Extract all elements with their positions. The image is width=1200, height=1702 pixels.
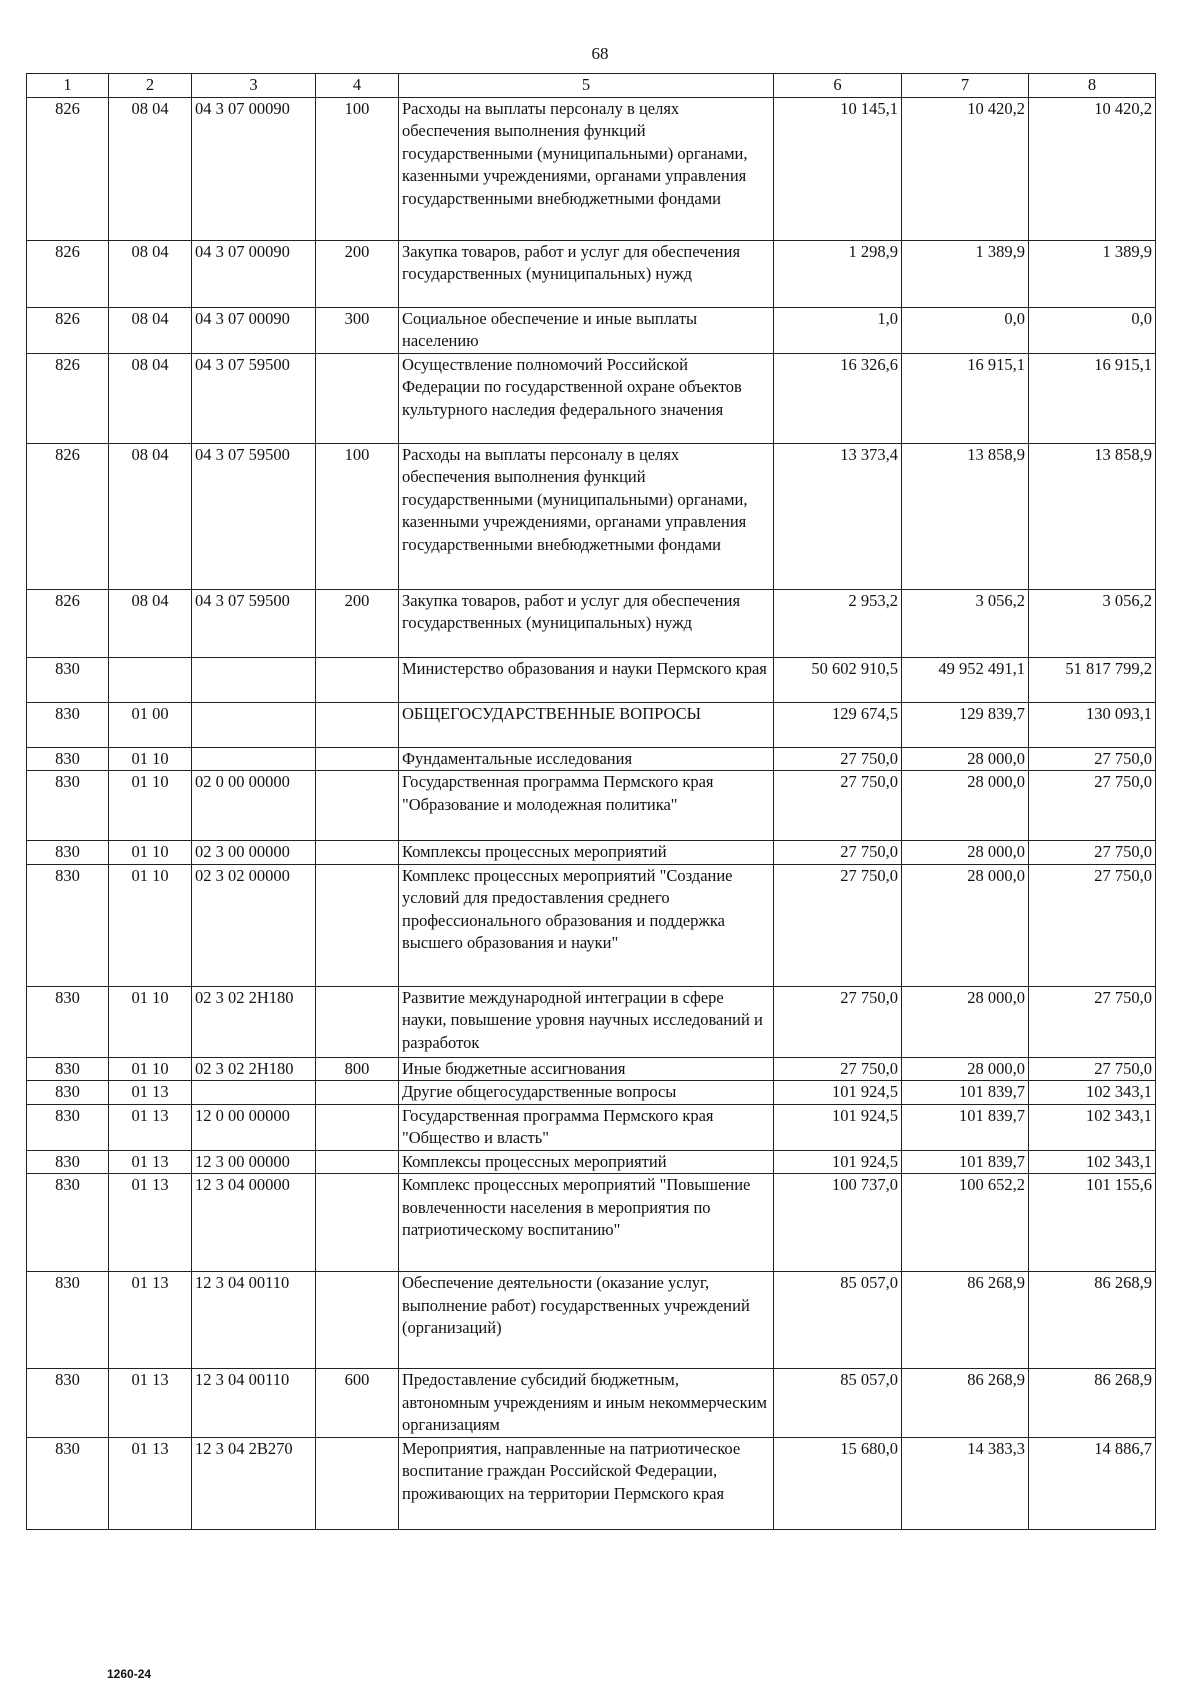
table-row	[27, 1057, 1156, 1081]
table-row	[27, 986, 1156, 1057]
cell-amount-col8: 102 343,1	[1029, 1104, 1156, 1150]
cell-admin-code: 830	[27, 1104, 109, 1150]
cell-amount-col8: 3 056,2	[1029, 589, 1156, 657]
cell-admin-code: 830	[27, 771, 109, 841]
cell-description: Расходы на выплаты персоналу в целях обеспечения выполнения функций государственными (муниципальными) органами, казенными учреждениями, органами управления государственными внебюджетными фондами	[399, 443, 774, 589]
cell-expense-type	[316, 353, 399, 443]
cell-amount-col7: 49 952 491,1	[902, 657, 1029, 702]
cell-target-article: 02 0 00 00000	[192, 771, 316, 841]
cell-admin-code: 830	[27, 1057, 109, 1081]
cell-target-article: 04 3 07 00090	[192, 307, 316, 353]
cell-amount-col7: 1 389,9	[902, 240, 1029, 307]
cell-target-article: 12 0 00 00000	[192, 1104, 316, 1150]
cell-expense-type	[316, 1174, 399, 1272]
cell-expense-type	[316, 771, 399, 841]
table-row	[27, 1081, 1156, 1105]
table-row	[27, 841, 1156, 865]
column-header: 1	[27, 74, 109, 98]
cell-amount-col8: 101 155,6	[1029, 1174, 1156, 1272]
cell-amount-col8: 0,0	[1029, 307, 1156, 353]
cell-section-code: 08 04	[109, 589, 192, 657]
cell-description: Социальное обеспечение и иные выплаты населению	[399, 307, 774, 353]
cell-description: Комплекс процессных мероприятий "Создание условий для предоставления среднего профессионального образования и поддержка высшего образования и науки"	[399, 864, 774, 986]
cell-description: Мероприятия, направленные на патриотическое воспитание граждан Российской Федерации, проживающих на территории Пермского края	[399, 1437, 774, 1529]
table-row	[27, 771, 1156, 841]
table-row	[27, 240, 1156, 307]
cell-section-code: 01 13	[109, 1174, 192, 1272]
cell-section-code: 01 00	[109, 702, 192, 747]
cell-amount-col6: 101 924,5	[774, 1150, 902, 1174]
cell-section-code: 01 10	[109, 986, 192, 1057]
table-row	[27, 1437, 1156, 1529]
cell-section-code: 01 10	[109, 771, 192, 841]
cell-section-code: 01 10	[109, 841, 192, 865]
cell-amount-col6: 100 737,0	[774, 1174, 902, 1272]
cell-expense-type: 200	[316, 240, 399, 307]
cell-description: Закупка товаров, работ и услуг для обеспечения государственных (муниципальных) нужд	[399, 240, 774, 307]
cell-description: Комплекс процессных мероприятий "Повышение вовлеченности населения в мероприятия по патриотическому воспитанию"	[399, 1174, 774, 1272]
cell-expense-type	[316, 747, 399, 771]
cell-section-code: 01 10	[109, 864, 192, 986]
cell-target-article	[192, 657, 316, 702]
table-row	[27, 657, 1156, 702]
cell-amount-col8: 10 420,2	[1029, 97, 1156, 240]
cell-admin-code: 826	[27, 240, 109, 307]
cell-amount-col7: 13 858,9	[902, 443, 1029, 589]
cell-description: ОБЩЕГОСУДАРСТВЕННЫЕ ВОПРОСЫ	[399, 702, 774, 747]
cell-amount-col6: 27 750,0	[774, 841, 902, 865]
cell-amount-col6: 85 057,0	[774, 1272, 902, 1369]
cell-amount-col8: 51 817 799,2	[1029, 657, 1156, 702]
cell-admin-code: 830	[27, 657, 109, 702]
cell-amount-col7: 3 056,2	[902, 589, 1029, 657]
cell-amount-col6: 85 057,0	[774, 1369, 902, 1438]
page-number: 68	[591, 44, 609, 63]
cell-target-article: 12 3 04 00110	[192, 1272, 316, 1369]
cell-amount-col7: 101 839,7	[902, 1150, 1029, 1174]
cell-description: Предоставление субсидий бюджетным, автономным учреждениям и иным некоммерческим организациям	[399, 1369, 774, 1438]
cell-expense-type	[316, 1104, 399, 1150]
cell-amount-col6: 27 750,0	[774, 1057, 902, 1081]
cell-amount-col6: 10 145,1	[774, 97, 902, 240]
cell-amount-col7: 28 000,0	[902, 747, 1029, 771]
cell-description: Обеспечение деятельности (оказание услуг, выполнение работ) государственных учреждений (организаций)	[399, 1272, 774, 1369]
cell-target-article: 12 3 04 2В270	[192, 1437, 316, 1529]
cell-admin-code: 830	[27, 1369, 109, 1438]
table-row	[27, 97, 1156, 240]
cell-expense-type	[316, 657, 399, 702]
column-header: 5	[399, 74, 774, 98]
column-header: 6	[774, 74, 902, 98]
cell-amount-col6: 1,0	[774, 307, 902, 353]
table-row	[27, 1150, 1156, 1174]
cell-amount-col7: 16 915,1	[902, 353, 1029, 443]
column-header: 3	[192, 74, 316, 98]
cell-amount-col8: 27 750,0	[1029, 771, 1156, 841]
cell-expense-type	[316, 1081, 399, 1105]
cell-target-article: 12 3 04 00000	[192, 1174, 316, 1272]
cell-expense-type: 100	[316, 97, 399, 240]
document-code: 1260-24	[107, 1667, 152, 1681]
cell-target-article: 04 3 07 00090	[192, 97, 316, 240]
cell-amount-col7: 101 839,7	[902, 1081, 1029, 1105]
cell-amount-col6: 2 953,2	[774, 589, 902, 657]
cell-section-code: 08 04	[109, 307, 192, 353]
cell-admin-code: 830	[27, 841, 109, 865]
cell-description: Осуществление полномочий Российской Федерации по государственной охране объектов культурного наследия федерального значения	[399, 353, 774, 443]
cell-amount-col6: 27 750,0	[774, 771, 902, 841]
cell-description: Иные бюджетные ассигнования	[399, 1057, 774, 1081]
column-header: 2	[109, 74, 192, 98]
cell-description: Другие общегосударственные вопросы	[399, 1081, 774, 1105]
cell-admin-code: 826	[27, 307, 109, 353]
cell-admin-code: 830	[27, 1174, 109, 1272]
cell-amount-col7: 28 000,0	[902, 986, 1029, 1057]
cell-description: Закупка товаров, работ и услуг для обеспечения государственных (муниципальных) нужд	[399, 589, 774, 657]
cell-admin-code: 826	[27, 97, 109, 240]
cell-description: Фундаментальные исследования	[399, 747, 774, 771]
cell-expense-type	[316, 1437, 399, 1529]
cell-target-article: 04 3 07 00090	[192, 240, 316, 307]
table-row	[27, 1104, 1156, 1150]
table-row	[27, 443, 1156, 589]
cell-description: Комплексы процессных мероприятий	[399, 1150, 774, 1174]
cell-amount-col6: 101 924,5	[774, 1081, 902, 1105]
cell-amount-col6: 129 674,5	[774, 702, 902, 747]
cell-amount-col8: 13 858,9	[1029, 443, 1156, 589]
cell-admin-code: 826	[27, 589, 109, 657]
cell-amount-col8: 27 750,0	[1029, 864, 1156, 986]
column-header: 7	[902, 74, 1029, 98]
table-row	[27, 1369, 1156, 1438]
cell-amount-col8: 27 750,0	[1029, 986, 1156, 1057]
cell-section-code: 08 04	[109, 353, 192, 443]
cell-amount-col8: 16 915,1	[1029, 353, 1156, 443]
column-header: 8	[1029, 74, 1156, 98]
cell-target-article	[192, 1081, 316, 1105]
cell-amount-col6: 27 750,0	[774, 986, 902, 1057]
cell-description: Расходы на выплаты персоналу в целях обеспечения выполнения функций государственными (муниципальными) органами, казенными учреждениями, органами управления государственными внебюджетными фондами	[399, 97, 774, 240]
cell-amount-col8: 86 268,9	[1029, 1369, 1156, 1438]
cell-target-article	[192, 747, 316, 771]
cell-section-code: 01 10	[109, 747, 192, 771]
cell-amount-col6: 16 326,6	[774, 353, 902, 443]
cell-expense-type	[316, 841, 399, 865]
cell-section-code: 01 13	[109, 1104, 192, 1150]
cell-amount-col8: 27 750,0	[1029, 747, 1156, 771]
table-row	[27, 353, 1156, 443]
cell-expense-type	[316, 986, 399, 1057]
cell-amount-col8: 27 750,0	[1029, 841, 1156, 865]
cell-admin-code: 830	[27, 1437, 109, 1529]
cell-amount-col8: 102 343,1	[1029, 1081, 1156, 1105]
cell-section-code: 01 10	[109, 1057, 192, 1081]
cell-section-code: 01 13	[109, 1369, 192, 1438]
cell-amount-col8: 130 093,1	[1029, 702, 1156, 747]
cell-amount-col7: 28 000,0	[902, 1057, 1029, 1081]
cell-section-code: 01 13	[109, 1272, 192, 1369]
table-row	[27, 1272, 1156, 1369]
cell-target-article: 02 3 02 00000	[192, 864, 316, 986]
cell-expense-type	[316, 1272, 399, 1369]
cell-admin-code: 830	[27, 747, 109, 771]
column-header-row	[27, 74, 1156, 98]
cell-target-article: 02 3 02 2Н180	[192, 1057, 316, 1081]
cell-admin-code: 830	[27, 986, 109, 1057]
cell-target-article: 04 3 07 59500	[192, 589, 316, 657]
cell-amount-col7: 28 000,0	[902, 864, 1029, 986]
cell-expense-type: 600	[316, 1369, 399, 1438]
cell-amount-col8: 14 886,7	[1029, 1437, 1156, 1529]
cell-section-code: 01 13	[109, 1150, 192, 1174]
cell-amount-col8: 102 343,1	[1029, 1150, 1156, 1174]
cell-amount-col6: 101 924,5	[774, 1104, 902, 1150]
table-row	[27, 864, 1156, 986]
table-row	[27, 702, 1156, 747]
cell-amount-col6: 15 680,0	[774, 1437, 902, 1529]
cell-expense-type	[316, 1150, 399, 1174]
cell-amount-col7: 28 000,0	[902, 841, 1029, 865]
cell-amount-col7: 28 000,0	[902, 771, 1029, 841]
column-header: 4	[316, 74, 399, 98]
cell-admin-code: 830	[27, 1150, 109, 1174]
cell-description: Комплексы процессных мероприятий	[399, 841, 774, 865]
cell-description: Государственная программа Пермского края "Общество и власть"	[399, 1104, 774, 1150]
cell-amount-col6: 50 602 910,5	[774, 657, 902, 702]
cell-section-code: 08 04	[109, 443, 192, 589]
cell-amount-col6: 1 298,9	[774, 240, 902, 307]
cell-section-code: 08 04	[109, 240, 192, 307]
cell-amount-col7: 10 420,2	[902, 97, 1029, 240]
cell-target-article: 12 3 04 00110	[192, 1369, 316, 1438]
cell-expense-type: 100	[316, 443, 399, 589]
cell-amount-col6: 27 750,0	[774, 747, 902, 771]
cell-admin-code: 830	[27, 702, 109, 747]
cell-section-code: 08 04	[109, 97, 192, 240]
cell-section-code: 01 13	[109, 1081, 192, 1105]
cell-amount-col7: 14 383,3	[902, 1437, 1029, 1529]
cell-admin-code: 826	[27, 353, 109, 443]
cell-admin-code: 830	[27, 864, 109, 986]
cell-amount-col7: 100 652,2	[902, 1174, 1029, 1272]
cell-target-article: 12 3 00 00000	[192, 1150, 316, 1174]
cell-amount-col7: 101 839,7	[902, 1104, 1029, 1150]
cell-amount-col7: 129 839,7	[902, 702, 1029, 747]
cell-expense-type: 800	[316, 1057, 399, 1081]
cell-description: Министерство образования и науки Пермского края	[399, 657, 774, 702]
budget-table	[26, 73, 1156, 1530]
cell-amount-col6: 27 750,0	[774, 864, 902, 986]
cell-expense-type: 300	[316, 307, 399, 353]
cell-amount-col7: 86 268,9	[902, 1369, 1029, 1438]
cell-target-article	[192, 702, 316, 747]
cell-description: Развитие международной интеграции в сфере науки, повышение уровня научных исследований и разработок	[399, 986, 774, 1057]
cell-amount-col7: 0,0	[902, 307, 1029, 353]
table-row	[27, 747, 1156, 771]
cell-admin-code: 830	[27, 1272, 109, 1369]
cell-admin-code: 830	[27, 1081, 109, 1105]
cell-expense-type	[316, 864, 399, 986]
cell-amount-col8: 1 389,9	[1029, 240, 1156, 307]
cell-target-article: 02 3 02 2Н180	[192, 986, 316, 1057]
cell-description: Государственная программа Пермского края "Образование и молодежная политика"	[399, 771, 774, 841]
cell-amount-col6: 13 373,4	[774, 443, 902, 589]
cell-expense-type: 200	[316, 589, 399, 657]
cell-target-article: 02 3 00 00000	[192, 841, 316, 865]
cell-amount-col8: 86 268,9	[1029, 1272, 1156, 1369]
table-row	[27, 589, 1156, 657]
cell-admin-code: 826	[27, 443, 109, 589]
cell-section-code	[109, 657, 192, 702]
cell-amount-col7: 86 268,9	[902, 1272, 1029, 1369]
cell-expense-type	[316, 702, 399, 747]
cell-section-code: 01 13	[109, 1437, 192, 1529]
cell-amount-col8: 27 750,0	[1029, 1057, 1156, 1081]
cell-target-article: 04 3 07 59500	[192, 443, 316, 589]
cell-target-article: 04 3 07 59500	[192, 353, 316, 443]
table-row	[27, 1174, 1156, 1272]
table-row	[27, 307, 1156, 353]
